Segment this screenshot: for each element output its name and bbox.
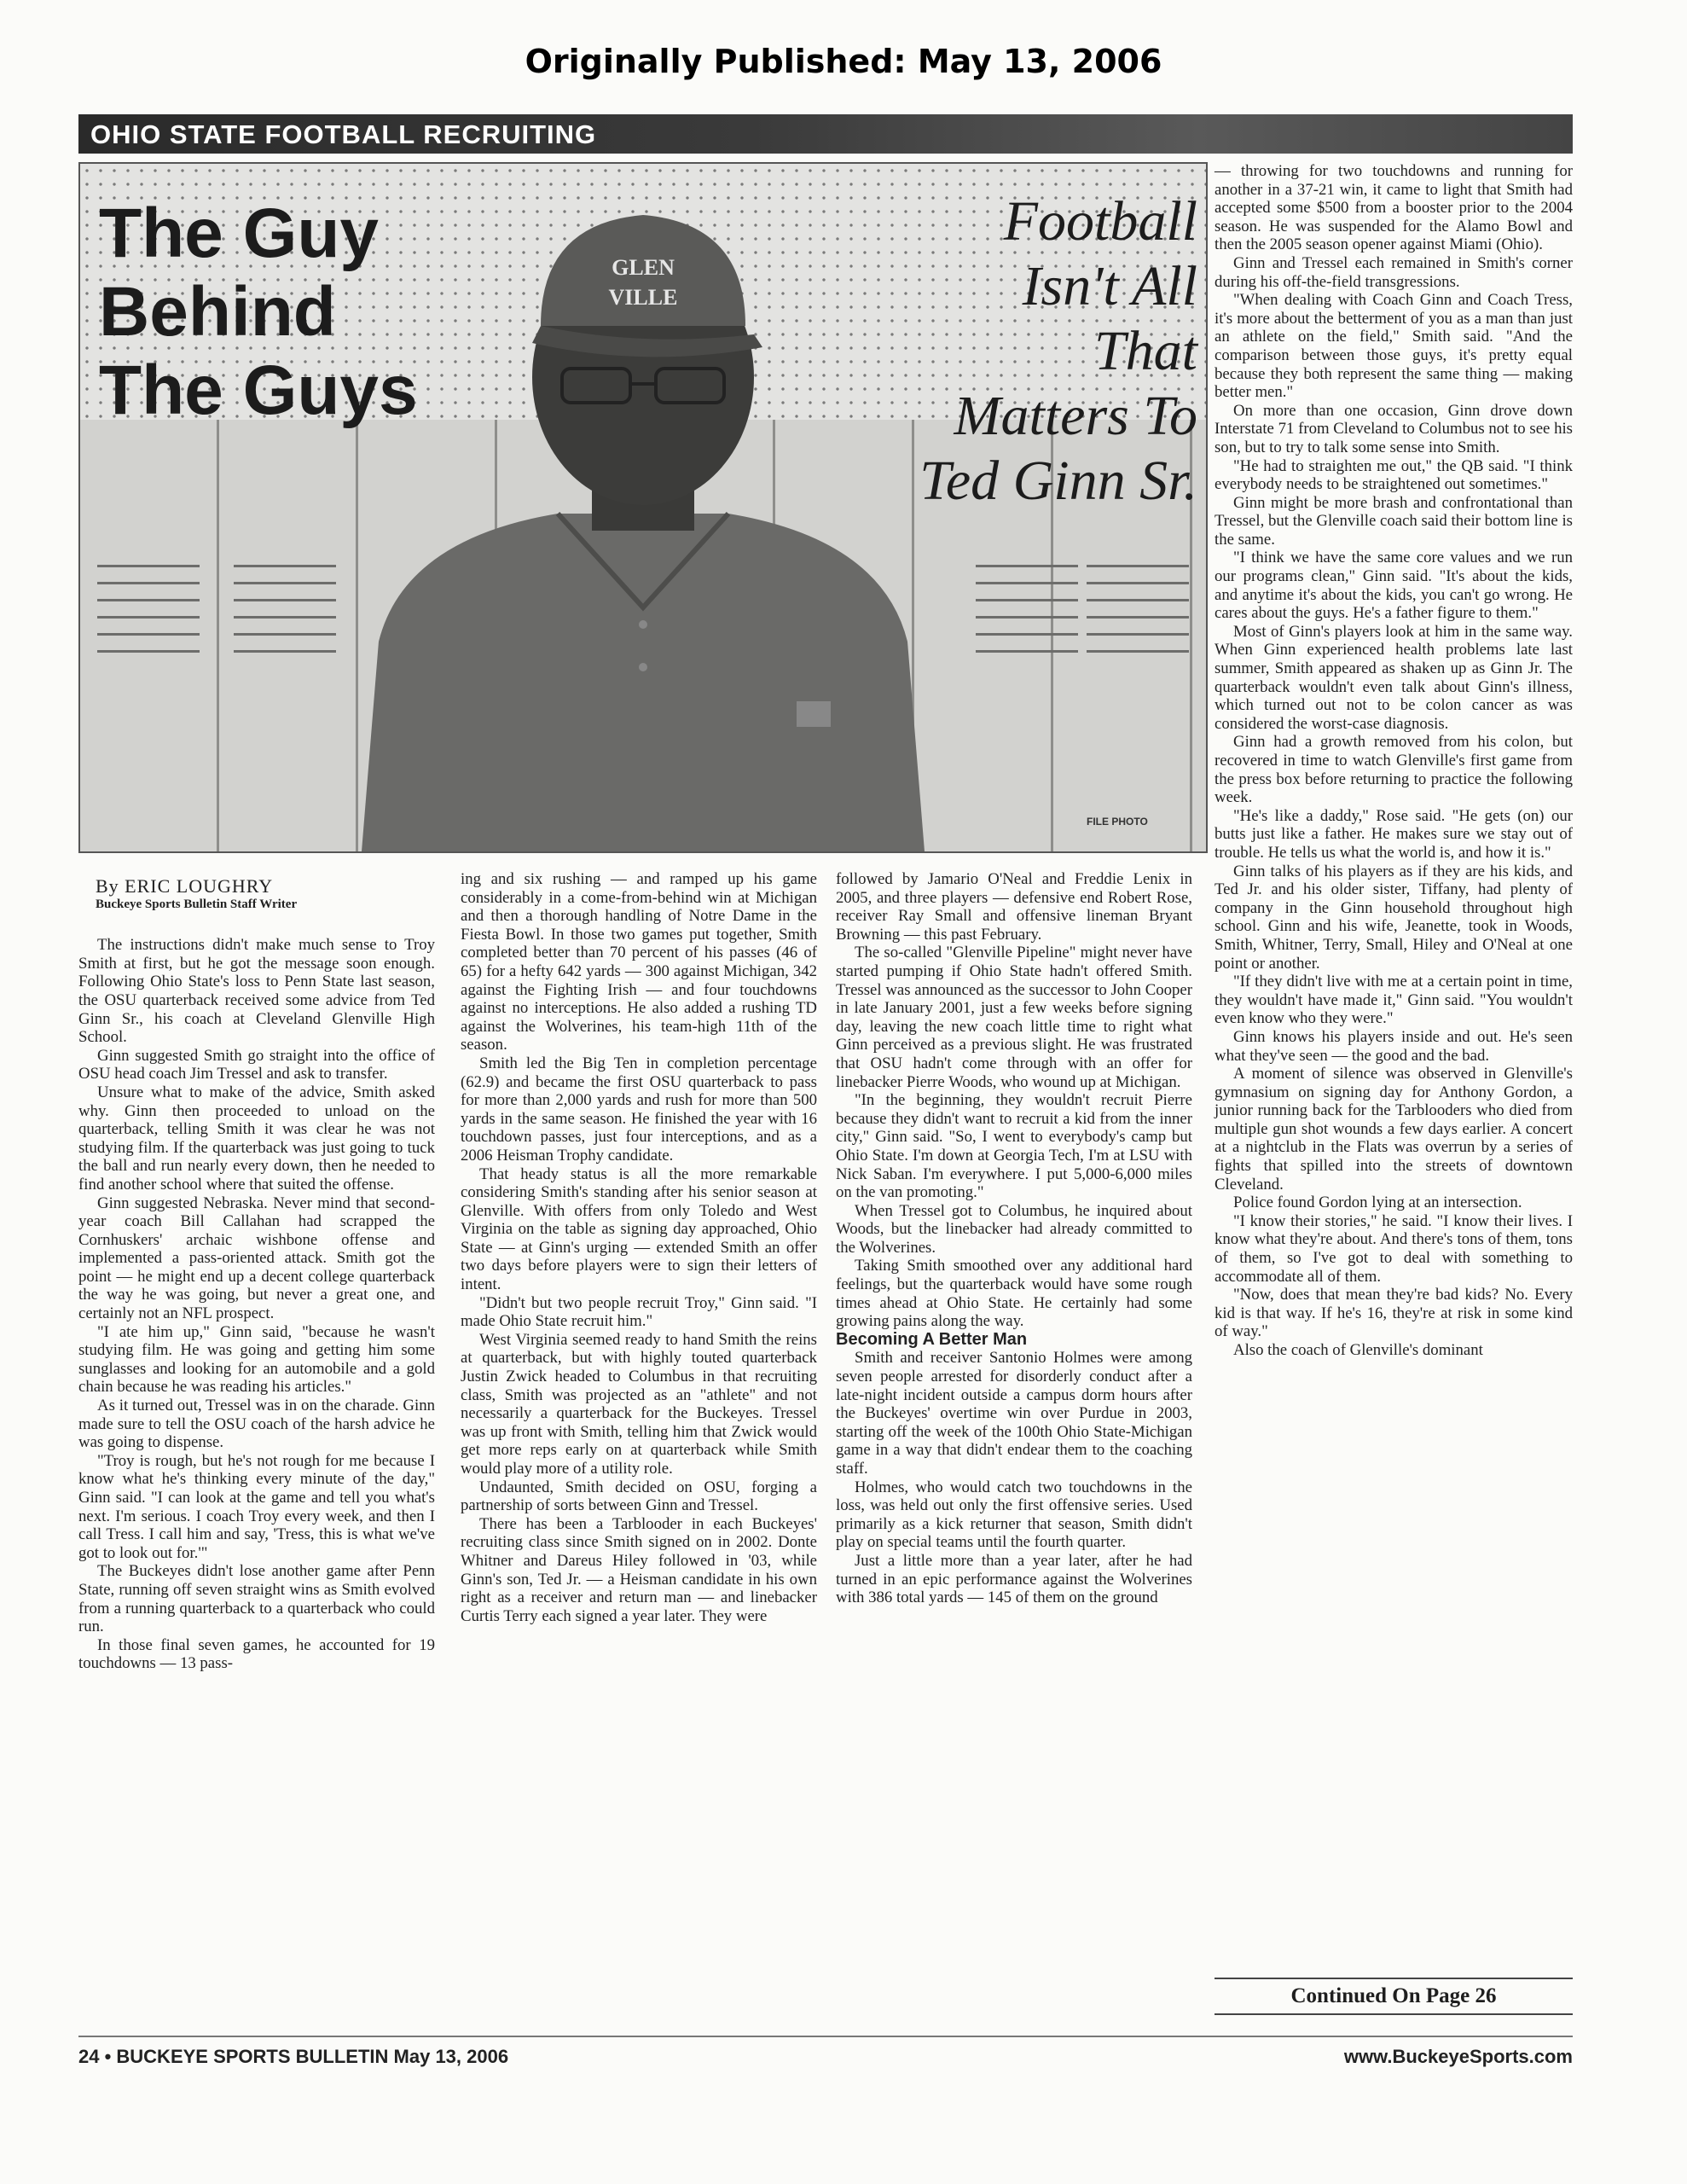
paragraph: Ginn talks of his players as if they are his kids, and Ted Jr. and his older sister, Tiffany, had plenty of company in the Ginn household throughout high school. Ginn and his wife, Jeanette, took in Woods, Smith, Whitner, Terry, Small, Hiley and O'Neal at one point or another. [1215,862,1573,973]
paragraph: The Buckeyes didn't lose another game after Penn State, running off seven straight wins as Smith evolved from a running quarterback to a quarterback who could run. [78,1562,435,1636]
paragraph: followed by Jamario O'Neal and Freddie Lenix in 2005, and three players — defensive end Robert Rose, receiver Ray Small and offensive lineman Bryant Browning — this past February. [836,870,1192,944]
headline-right-line: Ted Ginn Sr. [919,450,1197,512]
paragraph: Just a little more than a year later, after he had turned in an epic performance against the Wolverines with 386 total yards — 145 of them on the ground [836,1551,1192,1607]
paragraph: "I think we have the same core values and we run our programs clean," Ginn said. "It's about the kids, and anytime it's about the kids, you can't go wrong. He cares about the guys. He's a father figure to them." [1215,549,1573,623]
headline-left-line: The Guy [99,195,380,272]
paragraph: "I ate him up," Ginn said, "because he wasn't studying film. He was going and getting him some sunglasses and looking for an automobile and a gold chain because he was reading his articles." [78,1322,435,1397]
article-column-1 [78,874,435,1673]
paragraph: In those final seven games, he accounted for 19 touchdowns — 13 pass- [78,1635,435,1673]
paragraph: "He had to straighten me out," the QB said. "I think everybody needs to be straightened out sometimes." [1215,456,1573,494]
headline-right-line: That [1093,320,1197,382]
paragraph: West Virginia seemed ready to hand Smith the reins at quarterback, but with highly touted quarterback Justin Zwick headed to Columbus in that recruiting class, Smith was projected as an "athlete" and not necessarily a quarterback for the Buckeyes. Tressel was up front with Smith, telling him that Zwick would get more reps early on at quarterback while Smith would play more of a utility role. [461,1330,817,1478]
paragraph: Most of Ginn's players look at him in the same way. When Ginn experienced health problems late last summer, Smith appeared as shaken up as Ginn Jr. The quarterback wouldn't even talk about Ginn's illness, which turned out not to be colon cancer as was considered the worst-case diagnosis. [1215,622,1573,733]
feature-photo [78,162,1208,853]
continued-notice: Continued On Page 26 [1215,1978,1573,2015]
paragraph: "He's like a daddy," Rose said. "He gets (on) our butts just like a father. He makes sure we stay out of trouble. He tells us what the world is, and how it is." [1215,806,1573,862]
paragraph: "When dealing with Coach Ginn and Coach Tress, it's more about the betterment of you as a man than just an athlete on the field," Smith said. "And the comparison between those guys, it's pretty equal because they both represent the same thing — making better men." [1215,291,1573,402]
paragraph: Smith and receiver Santonio Holmes were among seven people arrested for disorderly conduct after a late-night incident outside a campus dorm hours after the Buckeyes' overtime win over Purdue in 2003, starting off the week of the 100th Ohio State-Michigan game in a way that didn't endear them to the coaching staff. [836,1349,1192,1478]
paragraph: "I know their stories," he said. "I know their lives. I know what they're about. And there's tons of them, tons of them, so I've got to deal with something to accommodate all of them. [1215,1211,1573,1286]
paragraph: Police found Gordon lying at an intersection. [1233,1194,1522,1212]
paragraph: Ginn knows his players inside and out. He's seen what they've seen — the good and the bad. [1215,1027,1573,1065]
article-column-4 [1215,162,1573,1360]
paragraph: A moment of silence was observed in Glenville's gymnasium on signing day for Anthony Gordon, a junior running back for the Tarblooders who died from multiple gun shot wounds a few days earlier. A concert at a nightclub in the Flats was overrun by a series of fights that spilled into the streets of downtown Cleveland. [1215,1065,1573,1194]
paragraph: "Now, does that mean they're bad kids? No. Every kid is that way. If he's 16, they're at risk in some kind of way." [1215,1286,1573,1341]
paragraph: Ginn and Tressel each remained in Smith's corner during his off-the-field transgressions. [1215,253,1573,291]
headline-right-line: Matters To [954,385,1197,447]
paragraph: That heady status is all the more remarkable considering Smith's standing after his senior season at Glenville. With offers from only Toledo and West Virginia on the table as signing day approached, Ohio State — at Ginn's urging — extended Smith an offer two days before players were to sign their letters of intent. [461,1165,817,1294]
footer-folio: 24 • BUCKEYE SPORTS BULLETIN May 13, 2006 [78,2046,509,2067]
paragraph: The so-called "Glenville Pipeline" might never have started pumping if Ohio State hadn't offered Smith. Tressel was announced as the successor to John Cooper in late January 2001, just a few weeks before signing day, leaving the new coach little time to right what Ginn perceived as a previous slight. He was frustrated that OSU hadn't come through with an offer for linebacker Pierre Woods, who wound up at Michigan. [836,944,1192,1091]
section-title: OHIO STATE FOOTBALL RECRUITING [90,119,597,149]
paragraph: Taking Smith smoothed over any additional hard feelings, but the quarterback would have some rough times ahead at Ohio State. He certainly had some growing pains along the way. [836,1257,1192,1331]
subhead: Becoming A Better Man [836,1329,1028,1349]
paragraph: "If they didn't live with me at a certain point in time, they wouldn't have made it," Ginn said. "You wouldn't even know who they were." [1215,973,1573,1028]
section-banner [78,114,1573,154]
paragraph: Unsure what to make of the advice, Smith asked why. Ginn then proceeded to unload on the quarterback, telling Smith it was clear he was not studying film. If the quarterback was just going to tuck the ball and run nearly every down, then he needed to find another school where that suited the offense. [78,1083,435,1194]
byline: By ERIC LOUGHRY [96,875,274,897]
paragraph: ing and six rushing — and ramped up his game considerably in a come-from-behind win at Michigan and then a thorough handling of Notre Dame in the Fiesta Bowl. In those two games put together, Smith completed better than 70 percent of his passes (46 of 65) for a hefty 642 yards — 300 against Michigan, 342 against the Fighting Irish — and four touchdowns against no interceptions. He also added a rushing TD against the Wolverines, his team-high 11th of the season. [461,870,817,1054]
paragraph: Ginn might be more brash and confrontational than Tressel, but the Glenville coach said their bottom line is the same. [1215,493,1573,549]
paragraph: Smith led the Big Ten in completion percentage (62.9) and became the first OSU quarterback to pass for more than 2,000 yards and rush for more than 500 yards in the same season. He finished the year with 16 touchdown passes, just four interceptions, and as a 2006 Heisman Trophy candidate. [461,1054,817,1165]
article-column-3 [836,870,1192,1607]
svg-text:GLEN: GLEN [612,255,675,280]
paragraph: When Tressel got to Columbus, he inquired about Woods, but the linebacker had already committed to the Wolverines. [836,1201,1192,1257]
published-date: Originally Published: May 13, 2006 [525,43,1162,80]
photo-credit: FILE PHOTO [1087,816,1148,828]
paragraph: Ginn had a growth removed from his colon, but recovered in time to watch Glenville's first game from the press box before returning to practice the following week. [1215,733,1573,807]
headline-right-line: Isn't All [1022,255,1197,317]
paragraph: The instructions didn't make much sense to Troy Smith at first, but he got the message soon enough. Following Ohio State's loss to Penn State last season, the OSU quarterback received some advice from Ted Ginn Sr., his coach at Cleveland Glenville High School. [78,936,435,1047]
paragraph: As it turned out, Tressel was in on the charade. Ginn made sure to tell the OSU coach of the harsh advice he was going to dispense. [78,1397,435,1452]
paragraph: Also the coach of Glenville's dominant [1233,1341,1483,1359]
paragraph: "Troy is rough, but he's not rough for me because I know what he's thinking every minute of the day," Ginn said. "I can look at the game and tell you what's next. I'm serious. I coach Troy every week, and then I call Tress. I call him and say, 'Tress, this is what we've got to look out for.'" [78,1451,435,1562]
headline-left-line: The Guys [99,351,418,429]
paragraph: Holmes, who would catch two touchdowns in the loss, was held out only the first offensive series. Used primarily as a kick returner that season, Smith didn't play on special teams until the fourth quarter. [836,1478,1192,1552]
paragraph: Undaunted, Smith decided on OSU, forging a partnership of sorts between Ginn and Tressel. [461,1478,817,1515]
headline-left [99,195,542,430]
headline-left-line: Behind [99,273,336,351]
paragraph: — throwing for two touchdowns and running for another in a 37-21 win, it came to light that Smith had accepted some $500 from a booster prior to the 2004 season. He was suspended for the Alamo Bowl and then the 2005 season opener against Miami (Ohio). [1215,162,1573,254]
headline-right [831,189,1197,514]
paragraph: Ginn suggested Nebraska. Never mind that second-year coach Bill Callahan had scrapped the Cornhuskers' archaic wishbone offense and implemented a pass-oriented attack. Smith got the point — he might end up a decent college quarterback the way he was going, but never a great one, and certainly not an NFL prospect. [78,1194,435,1323]
paragraph: On more than one occasion, Ginn drove down Interstate 71 from Cleveland to Columbus not to see his son, but to try to talk some sense into Smith. [1215,401,1573,456]
byline-role: Buckeye Sports Bulletin Staff Writer [96,897,298,911]
footer-website: www.BuckeyeSports.com [1343,2046,1573,2067]
paragraph: "Didn't but two people recruit Troy," Ginn said. "I made Ohio State recruit him." [461,1293,817,1331]
paragraph: "In the beginning, they wouldn't recruit Pierre because they didn't want to recruit a kid from the inner city," Ginn said. "So, I went to everybody's camp but Ohio State. I'm down at Georgia Tech, I'm at LSU with Nick Saban. I'm everywhere. I put 5,000-6,000 miles on the van promoting." [836,1091,1192,1202]
paragraph: Ginn suggested Smith go straight into the office of OSU head coach Jim Tressel and ask to transfer. [78,1046,435,1083]
paragraph: There has been a Tarblooder in each Buckeyes' recruiting class since Smith signed on in 2002. Donte Whitner and Dareus Hiley followed in '03, while Ginn's son, Ted Jr. — a Heisman candidate in his own right as a receiver and return man — and linebacker Curtis Terry each signed a year later. They were [461,1514,817,1625]
footer-divider [78,2036,1573,2037]
svg-text:VILLE: VILLE [608,285,678,310]
article-column-2 [461,870,817,1625]
headline-right-line: Football [1003,190,1197,253]
